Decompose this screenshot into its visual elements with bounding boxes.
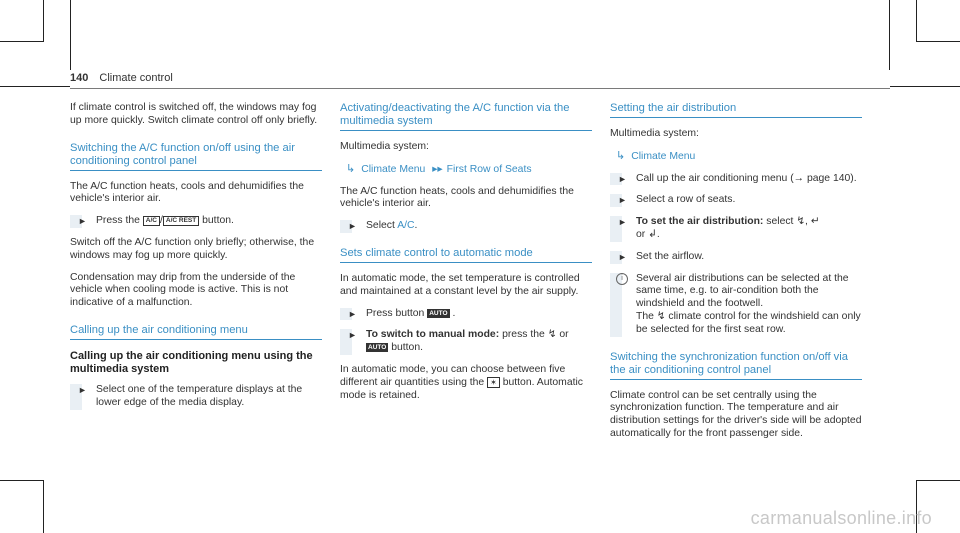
- arrow-icon: ►: [618, 173, 627, 184]
- step-text: Select a row of seats.: [636, 194, 736, 206]
- step-text: To switch to manual mode:: [366, 329, 500, 341]
- step-text: Press button: [366, 307, 425, 319]
- step: [340, 308, 592, 321]
- paragraph: The A/C function heats, cools and dehumidifies the vehicle's interior air.: [340, 185, 574, 210]
- heading-calling: Calling up the air conditioning menu: [70, 324, 322, 340]
- heading-sets: Sets climate control to automatic mode: [340, 247, 592, 263]
- arrow-icon: ►: [618, 195, 627, 206]
- crop-mark: [916, 480, 960, 481]
- heading-setting: Setting the air distribution: [610, 102, 862, 118]
- section-title: Climate control: [99, 72, 173, 84]
- heading-sync: Switching the synchronization function on/off via the air conditioning control panel: [610, 351, 862, 380]
- step-text: .: [656, 228, 660, 240]
- footwell-airflow-icon: ↵: [810, 216, 820, 228]
- paragraph-text: button. Automatic mode is retained.: [340, 376, 583, 401]
- step-text: Select one of the temperature displays at the lower edge of the media display.: [96, 383, 303, 408]
- path-item: Climate Menu: [631, 150, 696, 162]
- arrow-icon: ►: [78, 384, 87, 395]
- crop-mark: [70, 0, 71, 70]
- info-icon: i: [616, 273, 628, 285]
- step: [610, 216, 862, 242]
- menu-value: A/C: [397, 220, 415, 232]
- step: [610, 194, 862, 207]
- note-text: Several air distributions can be selected at the same time, e.g. to air-condition both the windshield and the footwell.: [636, 272, 849, 310]
- step-text: press the: [502, 329, 545, 341]
- page-number: 140: [70, 72, 89, 84]
- step-text: or: [636, 228, 646, 240]
- step-text: ,: [805, 216, 808, 228]
- step-text: Select: [366, 220, 395, 232]
- note: [610, 273, 862, 337]
- menu-arrow-icon: ↳: [346, 162, 356, 175]
- column-1: [70, 102, 322, 419]
- fan-button-icon: ✶: [487, 377, 500, 388]
- step-text: button.: [202, 215, 234, 227]
- intro-text: If climate control is switched off, the windows may fog up more quickly. Switch climate control off only briefly.: [70, 102, 318, 126]
- crop-mark: [889, 0, 890, 70]
- heading-activating: Activating/deactivating the A/C function via the multimedia system: [340, 102, 592, 131]
- step: [340, 329, 592, 355]
- step-text: or: [559, 329, 569, 341]
- subheading-calling: Calling up the air conditioning menu using the multimedia system: [70, 349, 313, 375]
- step-text: Call up the air conditioning menu (→ page 140).: [636, 172, 857, 184]
- crop-mark: [916, 0, 917, 42]
- arrow-icon: ►: [618, 251, 627, 262]
- arrow-icon: ►: [618, 217, 627, 228]
- step-text: Press the: [96, 215, 140, 227]
- path-item: Climate Menu: [361, 163, 426, 175]
- crop-mark: [916, 41, 960, 42]
- page-header: [70, 72, 173, 84]
- crop-mark: [0, 86, 70, 87]
- paragraph: Condensation may drip from the underside of the vehicle when cooling mode is active. This is not indicative of a malfunction.: [70, 271, 296, 309]
- ac-rest-button-icon: A/C REST: [163, 216, 199, 226]
- arrow-icon: ►: [348, 330, 357, 341]
- step-text: select: [766, 216, 794, 228]
- ac-button-icon: A/C: [143, 216, 160, 226]
- step: [70, 215, 322, 228]
- paragraph-text: In automatic mode, you can choose between five different air quantities using the: [340, 363, 566, 388]
- crop-mark: [0, 480, 44, 481]
- column-3: [610, 102, 862, 450]
- windshield-airflow-icon: ↯: [796, 216, 806, 228]
- arrow-icon: ►: [78, 216, 87, 227]
- menu-arrow-icon: ↳: [616, 149, 626, 162]
- note-text: The: [636, 310, 654, 322]
- step: [610, 251, 862, 264]
- step-text: .: [414, 220, 418, 232]
- step-text: .: [452, 307, 456, 319]
- multimedia-label: Multimedia system:: [610, 128, 699, 139]
- paragraph: Switch off the A/C function only briefly; otherwise, the windows may fog up more quickly.: [70, 236, 315, 261]
- step: [610, 173, 862, 186]
- path-item: First Row of Seats: [446, 163, 532, 175]
- arrow-icon: ►: [348, 221, 357, 232]
- multimedia-label: Multimedia system:: [340, 141, 429, 152]
- path-separator-icon: ▸▸: [432, 163, 443, 175]
- heading-switching: Switching the A/C function on/off using the air conditioning control panel: [70, 142, 322, 171]
- body-airflow-icon: ↲: [648, 228, 657, 240]
- step-text: To set the air distribution:: [636, 216, 764, 228]
- header-rule: [70, 88, 890, 89]
- menu-path: [340, 163, 592, 177]
- paragraph: Climate control can be set centrally using the synchronization function. The temperature and air distribution settings for the driver's side will be adopted automatically for the front passenger side.: [610, 389, 862, 439]
- note-text: climate control for the windshield can only be selected for the first seat row.: [636, 310, 861, 335]
- windshield-airflow-icon: ↯: [656, 310, 666, 322]
- column-2: [340, 102, 592, 411]
- watermark: carmanualsonline.info: [750, 508, 932, 528]
- auto-button-icon: AUTO: [429, 309, 448, 317]
- paragraph: [340, 364, 592, 402]
- airflow-manual-icon: ↯: [547, 329, 557, 341]
- menu-path: [610, 150, 862, 164]
- step-text: Set the airflow.: [636, 250, 705, 262]
- step: [70, 384, 322, 410]
- paragraph: In automatic mode, the set temperature is controlled and maintained at a constant level by the air supply.: [340, 272, 580, 297]
- crop-mark: [890, 86, 960, 87]
- crop-mark: [0, 41, 44, 42]
- crop-mark: [43, 0, 44, 42]
- step-text: /: [160, 215, 163, 227]
- crop-mark: [43, 480, 44, 533]
- step-text: button.: [391, 342, 423, 354]
- paragraph: The A/C function heats, cools and dehumidifies the vehicle's interior air.: [70, 180, 304, 205]
- step: [340, 220, 592, 233]
- auto-button-icon: AUTO: [368, 344, 387, 352]
- arrow-icon: ►: [348, 308, 357, 319]
